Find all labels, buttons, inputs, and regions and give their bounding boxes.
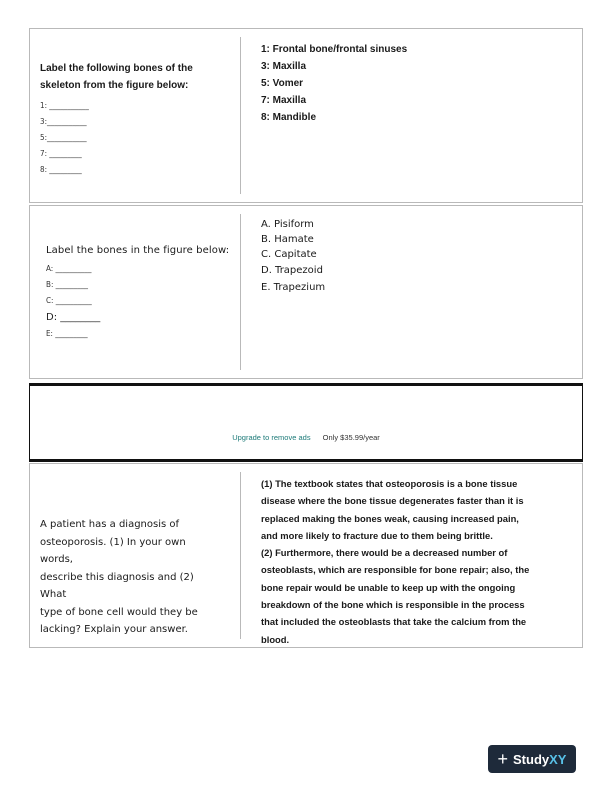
card1-answer-3: 3: Maxilla — [261, 61, 307, 72]
card3-answer-line: bone repair would be unable to keep up with the ongoing — [261, 581, 516, 593]
card2-answer — [261, 217, 561, 296]
card2-blank-d: D: ________ — [46, 312, 101, 323]
card2-question-title: Label the bones in the figure below: — [46, 245, 230, 256]
flashcard-2 — [29, 205, 583, 379]
card2-question — [46, 242, 236, 342]
card1-answer-8: 8: Mandible — [261, 112, 317, 123]
ad-row — [30, 433, 582, 442]
card1-question-title-line1: Label the following bones of the — [40, 63, 193, 74]
card1-blank-3: 3:___________ — [40, 117, 87, 126]
ad-banner — [29, 383, 583, 462]
card1-answer-5: 5: Vomer — [261, 78, 304, 89]
card1-question-title — [40, 60, 230, 94]
card3-answer-line: replaced making the bones weak, causing increased pain, — [261, 512, 519, 524]
card3-answer — [261, 475, 561, 648]
card2-blank-c: C: __________ — [46, 296, 92, 305]
card1-question — [40, 60, 230, 178]
plus-icon: + — [497, 749, 509, 769]
card3-question-line: type of bone cell would they be — [40, 606, 198, 618]
card2-answer-e: E. Trapezium — [261, 282, 326, 293]
card1-divider — [240, 37, 241, 194]
card3-answer-line: osteoblasts, which are responsible for bone repair; also, the — [261, 564, 530, 576]
card3-question-line: describe this diagnosis and (2) What — [40, 571, 194, 600]
card3-question — [40, 516, 215, 639]
flashcard-1 — [29, 28, 583, 203]
card3-answer-line: blood. — [261, 633, 290, 645]
card3-answer-line: that included the osteoblasts that take the calcium from the — [261, 616, 527, 628]
card3-answer-line: and more likely to fracture due to them being brittle. — [261, 529, 493, 541]
card1-question-title-line2: skeleton from the figure below: — [40, 80, 189, 91]
card2-blank-a: A: __________ — [46, 264, 92, 273]
card2-answer-d: D. Trapezoid — [261, 265, 323, 276]
card3-question-line: osteoporosis. (1) In your own words, — [40, 536, 186, 565]
card3-divider — [240, 472, 241, 639]
studyxy-logo[interactable] — [488, 745, 576, 773]
card2-blank-b: B: _________ — [46, 280, 89, 289]
card2-answer-a: A. Pisiform — [261, 219, 314, 230]
upgrade-link[interactable]: Upgrade to remove ads — [232, 433, 311, 442]
card3-answer-line: breakdown of the bone which is responsible in the process — [261, 599, 525, 611]
card1-blank-5: 5:___________ — [40, 133, 87, 142]
card1-answer-7: 7: Maxilla — [261, 95, 307, 106]
card3-answer-line: disease where the bone tissue degenerates faster than it is — [261, 495, 524, 507]
logo-brand-accent: XY — [549, 751, 567, 767]
card1-answer-1: 1: Frontal bone/frontal sinuses — [261, 44, 408, 55]
card3-question-line: A patient has a diagnosis of — [40, 519, 180, 530]
card2-answer-c: C. Capitate — [261, 249, 317, 260]
card2-divider — [240, 214, 241, 370]
card3-answer-line: (1) The textbook states that osteoporosis is a bone tissue — [261, 478, 518, 489]
card1-blank-7: 7: _________ — [40, 149, 82, 158]
card2-blank-e: E: _________ — [46, 329, 88, 338]
card3-answer-line: (2) Furthermore, there would be a decreased number of — [261, 547, 508, 559]
card1-answer — [261, 41, 561, 126]
price-label: Only $35.99/year — [322, 433, 380, 442]
card1-blank-1: 1: ___________ — [40, 101, 89, 110]
card2-answer-b: B. Hamate — [261, 234, 314, 245]
card3-question-line: lacking? Explain your answer. — [40, 624, 188, 635]
card1-blank-8: 8: _________ — [40, 165, 82, 174]
logo-brand-main: Study — [513, 751, 550, 767]
flashcard-3 — [29, 463, 583, 648]
